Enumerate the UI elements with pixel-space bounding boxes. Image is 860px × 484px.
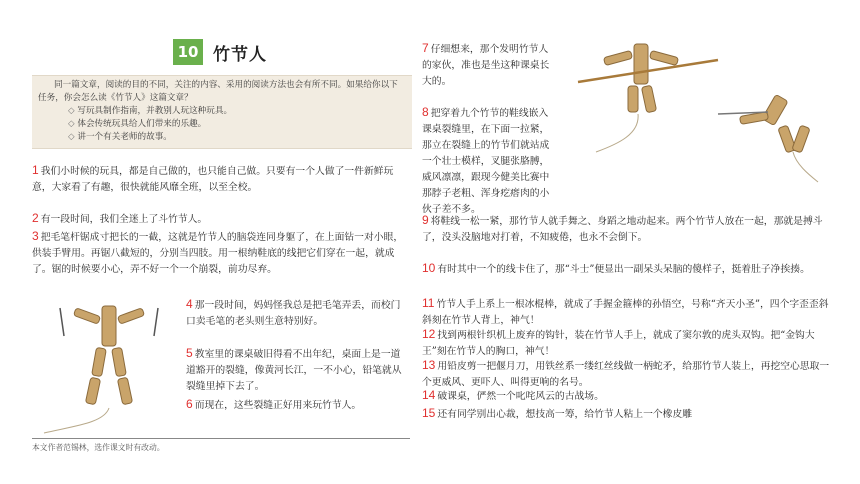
reading-task-list: [38, 105, 406, 144]
reading-guide-text: 同一篇文章，阅读的目的不同，关注的内容、采用的阅读方法也会有所不同。如果给你以下任务，你会怎么读《竹节人》这篇文章？: [38, 80, 398, 103]
paragraph-6: [186, 396, 408, 414]
paragraph-8: [422, 104, 558, 218]
paragraph-number: 2: [32, 211, 39, 225]
bamboo-puppet-figure: [34, 298, 184, 438]
paragraph-15: [422, 405, 832, 423]
paragraph-text: 把毛笔杆锯成寸把长的一截，这就是竹节人的脑袋连同身躯了，在上面钻一对小眼，供装手臂用。再锯八截短的，分别当四肢。用一根纳鞋底的线把它们穿在一起，就成了。锯的时候要小心，弄不好一个一个崩裂，前功尽弃。: [32, 232, 404, 275]
footnote: 本文作者范锡林，选作课文时有改动。: [32, 438, 410, 453]
right-column: [420, 0, 834, 484]
lesson-number-badge: 10: [173, 39, 203, 65]
lesson-title: 竹节人: [213, 44, 267, 65]
paragraph-number: 12: [422, 327, 436, 341]
paragraph-text: 破课桌，俨然一个叱咤风云的古战场。: [437, 391, 604, 402]
paragraph-number: 11: [422, 296, 435, 310]
paragraph-text: 竹节人手上系上一根冰棍棒，就成了手握金箍棒的孙悟空，号称“齐天小圣”，四个字歪歪斜斜刻在竹节人背上，神气！: [422, 299, 829, 326]
reading-guide: [32, 75, 412, 149]
paragraph-4: [186, 296, 408, 330]
paragraph-number: 4: [186, 297, 193, 311]
dueling-puppets-icon: [568, 34, 832, 184]
paragraph-2: [32, 210, 408, 228]
paragraph-number: 3: [32, 229, 39, 243]
paragraph-9: [422, 212, 832, 246]
bamboo-puppet-icon: [34, 298, 184, 438]
paragraph-number: 7: [422, 41, 429, 55]
paragraph-3: [32, 228, 408, 278]
paragraph-number: 10: [422, 261, 436, 275]
paragraph-text: 找到两根针织机上废弃的钩针，装在竹节人手上，就成了窦尔敦的虎头双钩。把“金钩大王”刻在竹节人的胸口，神气！: [422, 330, 815, 357]
paragraph-number: 14: [422, 388, 436, 402]
paragraph-text: 有时其中一个的线卡住了，那“斗士”便显出一副呆头呆脑的傻样子，挺着肚子净挨揍。: [437, 264, 810, 275]
paragraph-13: [422, 357, 832, 391]
paragraph-text: 用铅皮剪一把偃月刀，用铁丝系一缕红丝线做一柄蛇矛，给那竹节人装上，再挖空心思取一个更威风、更吓人、叫得更响的名号。: [422, 361, 830, 388]
paragraph-12: [422, 326, 832, 360]
left-column: [28, 0, 410, 484]
paragraph-11: [422, 295, 832, 329]
paragraph-number: 6: [186, 397, 193, 411]
paragraph-number: 1: [32, 163, 39, 177]
paragraph-10: [422, 260, 832, 278]
paragraph-text: 教室里的课桌破旧得看不出年纪，桌面上是一道道豁开的裂缝，像黄河长江，一不小心，铅笔就从裂缝里掉下去了。: [186, 349, 402, 392]
reading-task: ◇ 讲一个有关老师的故事。: [68, 131, 406, 144]
paragraph-14: [422, 387, 832, 405]
paragraph-5: [186, 345, 408, 395]
reading-task: ◇ 写玩具制作指南，并教别人玩这种玩具。: [68, 105, 406, 118]
paragraph-text: 有一段时间，我们全迷上了斗竹节人。: [40, 214, 208, 225]
paragraph-text: 还有同学别出心裁，想技高一筹，给竹节人粘上一个橡皮雕: [437, 409, 693, 420]
paragraph-7: [422, 40, 558, 90]
paragraph-1: [32, 162, 408, 196]
paragraph-text: 仔细想来，那个发明竹节人的家伙，准也是坐这种课桌长大的。: [422, 44, 550, 87]
paragraph-number: 8: [422, 105, 429, 119]
paragraph-number: 15: [422, 406, 436, 420]
paragraph-text: 而现在，这些裂缝正好用来玩竹节人。: [194, 400, 362, 411]
paragraph-text: 我们小时候的玩具，都是自己做的，也只能自己做。只要有一个人做了一件新鲜玩意，大家看了有趣，很快就能风靡全班，以至全校。: [32, 166, 394, 193]
dueling-puppets-figure: [568, 34, 832, 184]
paragraph-text: 那一段时间，妈妈怪我总是把毛笔弄丢，而校门口卖毛笔的老头则生意特别好。: [186, 300, 401, 327]
reading-task: ◇ 体会传统玩具给人们带来的乐趣。: [68, 118, 406, 131]
paragraph-number: 5: [186, 346, 193, 360]
paragraph-text: 把穿着九个竹节的鞋线嵌入课桌裂缝里，在下面一拉紧，那立在裂缝上的竹节们就站成一个壮士模样，叉腿张胳膊，威风凛凛，跟现今健美比赛中那脖子老粗、浑身疙瘩肉的小伙子差不多。: [422, 108, 550, 215]
paragraph-number: 9: [422, 213, 429, 227]
lesson-header: [173, 37, 267, 67]
paragraph-text: 将鞋线一松一紧，那竹节人就手舞之、身蹈之地动起来。两个竹节人放在一起，那就是搏斗了，没头没脑地对打着，不知疲倦，也永不会倒下。: [422, 216, 823, 243]
paragraph-number: 13: [422, 358, 436, 372]
